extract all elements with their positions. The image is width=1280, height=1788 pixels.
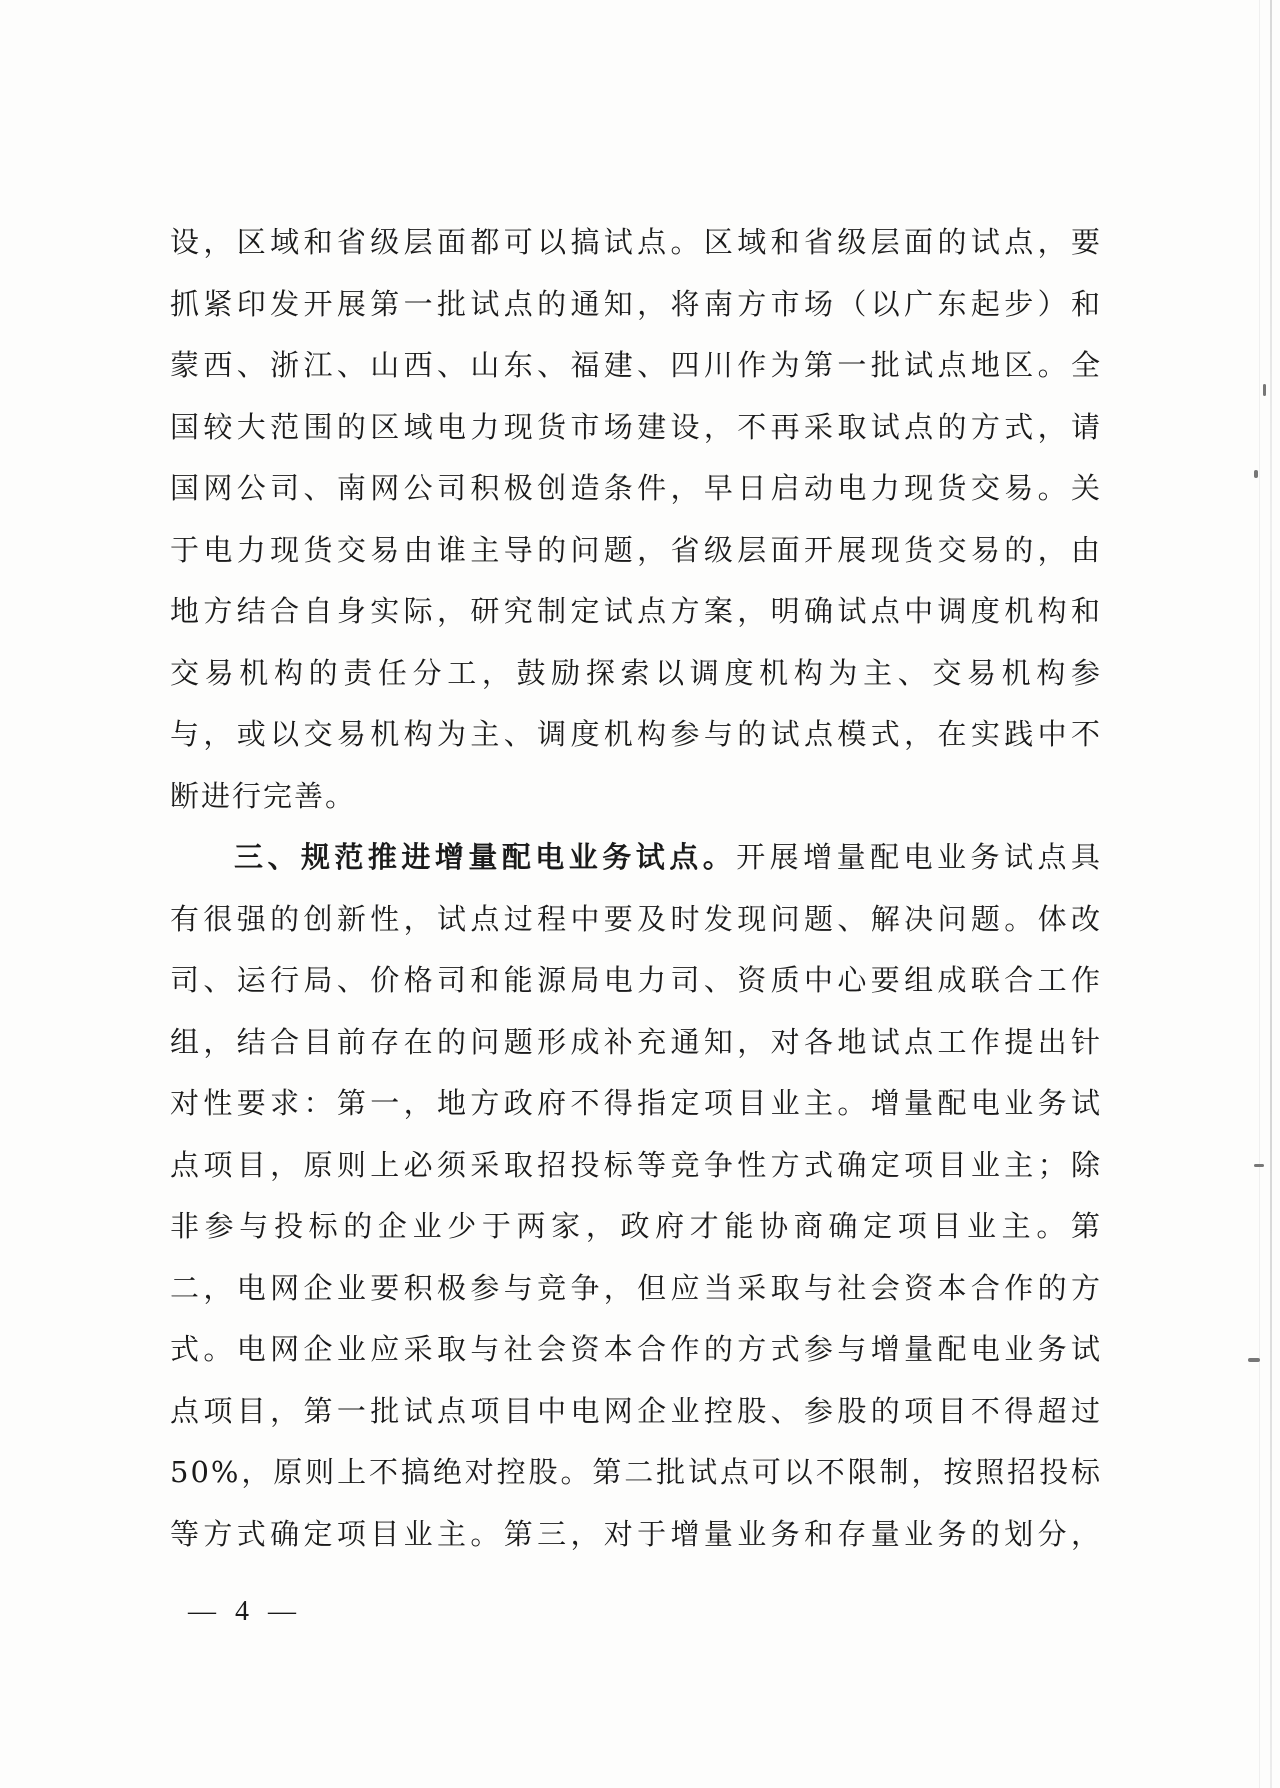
paragraph-section-three xyxy=(170,827,1102,1565)
text-line: 点项目，原则上必须采取招投标等竞争性方式确定项目业主；除 xyxy=(170,1147,1102,1182)
scan-speck xyxy=(1248,1358,1260,1362)
text-line: 式。电网企业应采取与社会资本合作的方式参与增量配电业务试 xyxy=(170,1332,1102,1366)
text-line: 交易机构的责任分工，鼓励探索以调度机构为主、交易机构参 xyxy=(170,655,1102,690)
text-line: 二，电网企业要积极参与竞争，但应当采取与社会资本合作的方 xyxy=(170,1270,1102,1305)
scan-speck xyxy=(1254,1164,1264,1167)
text-line: 国网公司、南网公司积极创造条件，早日启动电力现货交易。关 xyxy=(170,471,1102,505)
text-line: 点项目，第一批试点项目中电网企业控股、参股的项目不得超过 xyxy=(170,1393,1102,1428)
text-line: 组，结合目前存在的问题形成补充通知，对各地试点工作提出针 xyxy=(170,1024,1102,1059)
text-line: 有很强的创新性，试点过程中要及时发现问题、解决问题。体改 xyxy=(170,901,1102,936)
text-line: 国较大范围的区域电力现货市场建设，不再采取试点的方式，请 xyxy=(170,409,1102,444)
text-line: 对性要求：第一，地方政府不得指定项目业主。增量配电业务试 xyxy=(170,1086,1102,1120)
text-line: 等方式确定项目业主。第三，对于增量业务和存量业务的划分， xyxy=(170,1516,1102,1551)
paragraph-continued xyxy=(170,212,1102,827)
section-heading: 三、规范推进增量配电业务试点。 xyxy=(234,840,737,874)
scan-edge-line xyxy=(1270,0,1272,1788)
text-line: 断进行完善。 xyxy=(170,778,357,813)
scan-speck xyxy=(1263,384,1266,396)
scan-speck xyxy=(1254,470,1258,478)
scan-edge-line-faint xyxy=(1259,0,1260,1788)
body-text xyxy=(170,212,1102,1565)
text-line-with-heading xyxy=(170,827,1102,889)
text-line: 与，或以交易机构为主、调度机构参与的试点模式，在实践中不 xyxy=(170,717,1102,751)
text-line: 50%，原则上不搞绝对控股。第二批试点可以不限制，按照招投标 xyxy=(170,1455,1102,1489)
text-line: 地方结合自身实际，研究制定试点方案，明确试点中调度机构和 xyxy=(170,594,1102,628)
text-line: 于电力现货交易由谁主导的问题，省级层面开展现货交易的，由 xyxy=(170,532,1102,567)
text-line: 蒙西、浙江、山西、山东、福建、四川作为第一批试点地区。全 xyxy=(170,348,1102,382)
text-line: 抓紧印发开展第一批试点的通知，将南方市场（以广东起步）和 xyxy=(170,286,1102,321)
text-line: 司、运行局、价格司和能源局电力司、资质中心要组成联合工作 xyxy=(170,963,1102,997)
page-number: — 4 — xyxy=(188,1596,302,1627)
text-run: 开展增量配电业务试点具 xyxy=(736,840,1102,874)
text-line: 非参与投标的企业少于两家，政府才能协商确定项目业主。第 xyxy=(170,1209,1102,1243)
text-line: 设，区域和省级层面都可以搞试点。区域和省级层面的试点，要 xyxy=(170,225,1102,259)
